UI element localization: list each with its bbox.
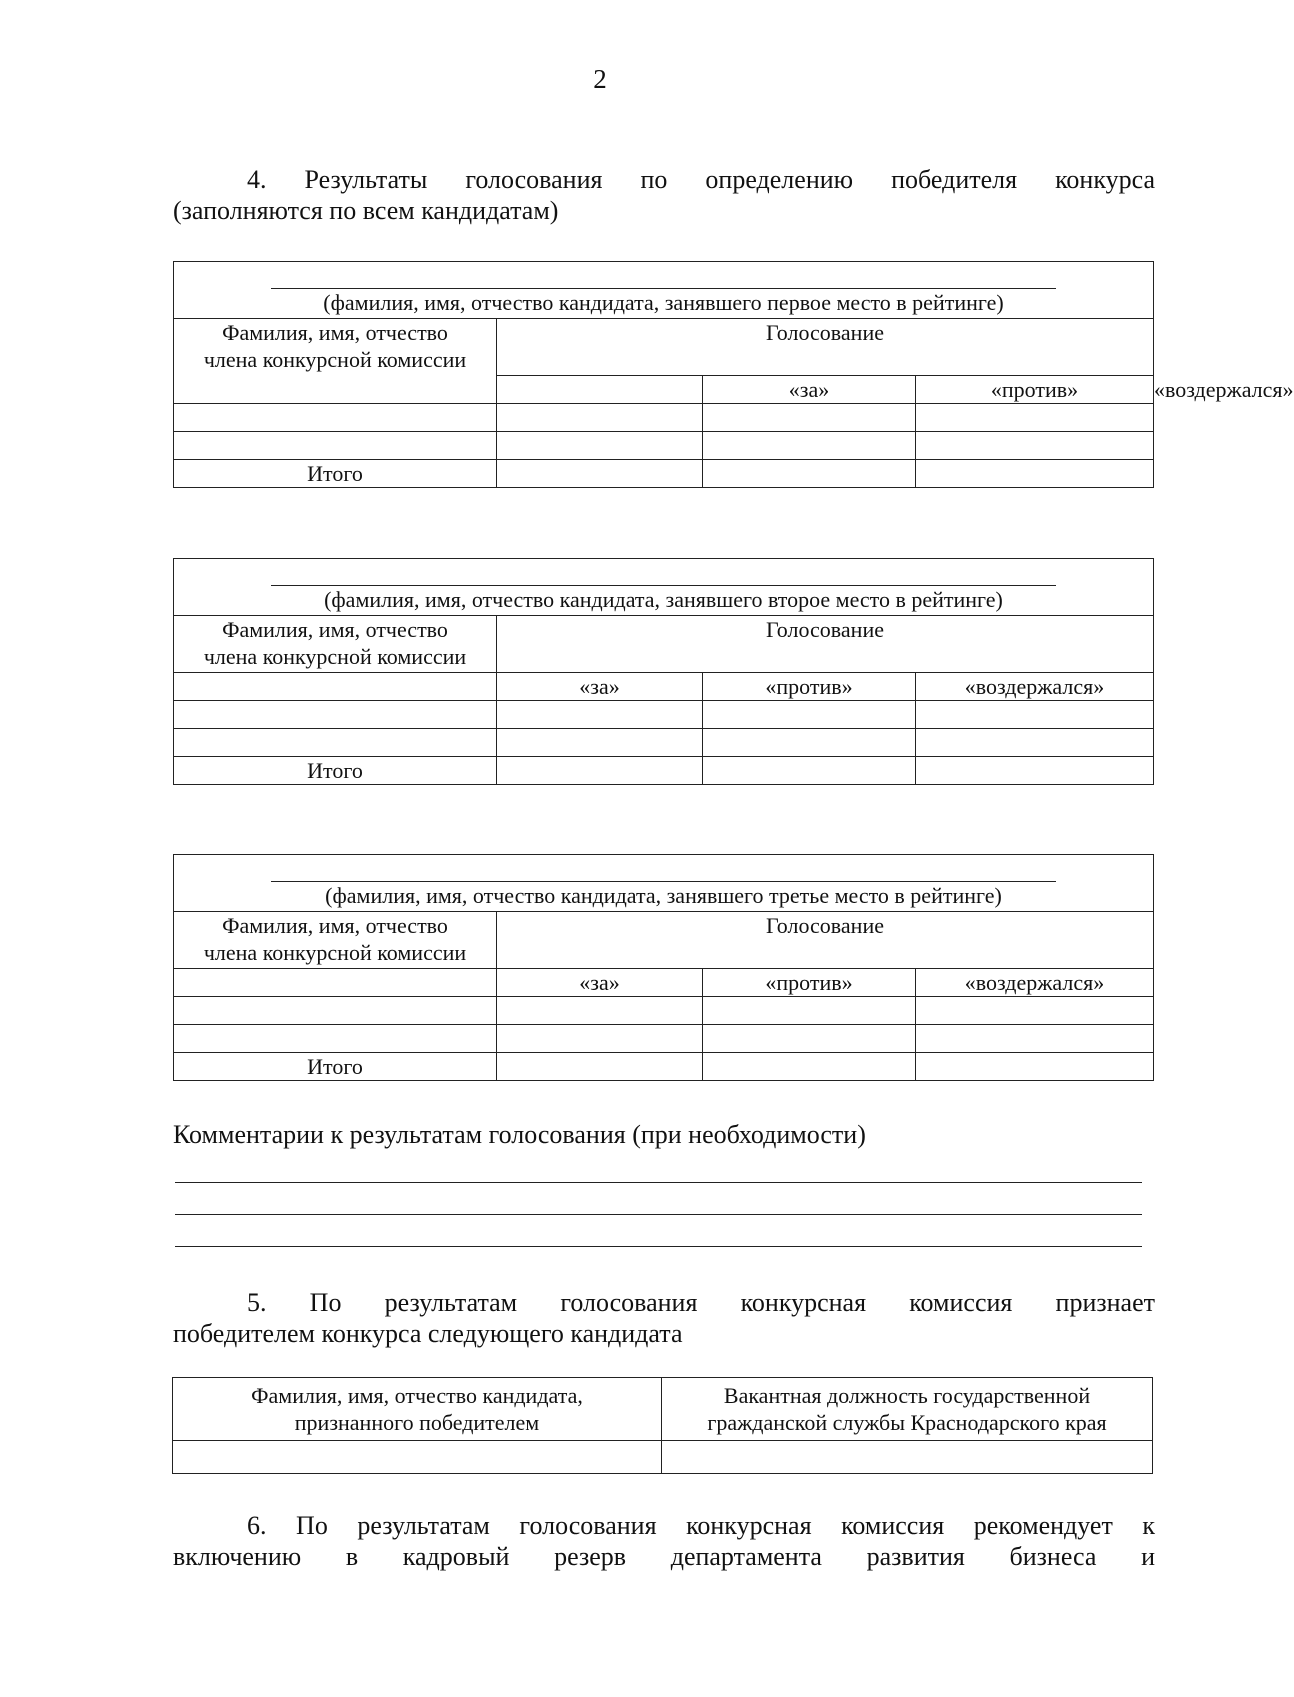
total-against-cell[interactable]: [703, 757, 916, 785]
vacant-position-header-line-2: гражданской службы Краснодарского края: [707, 1410, 1107, 1435]
table-row: [174, 432, 1154, 460]
total-row: [174, 1053, 1154, 1081]
vote-cell[interactable]: [916, 701, 1154, 729]
vacant-position-cell[interactable]: [662, 1441, 1153, 1474]
page-number: 2: [593, 64, 607, 94]
section-5-heading: [173, 1287, 1155, 1349]
section-5-line-1: 5. По результатам голосования конкурсная комиссия признает: [247, 1288, 1155, 1317]
winner-name-header-line-2: признанного победителем: [294, 1410, 540, 1435]
vote-table-second-place: [173, 558, 1154, 785]
member-cell[interactable]: [174, 404, 497, 432]
member-header-line-1: Фамилия, имя, отчество: [222, 913, 448, 938]
option-against: «против»: [703, 673, 916, 701]
comment-line[interactable]: [175, 1214, 1142, 1215]
comments-label: Комментарии к результатам голосования (при необходимости): [173, 1120, 866, 1149]
member-cell[interactable]: [174, 1025, 497, 1053]
section-6-heading: [173, 1510, 1155, 1572]
comment-line[interactable]: [175, 1246, 1142, 1247]
winner-name-header-line-1: Фамилия, имя, отчество кандидата,: [251, 1383, 583, 1408]
vacant-position-header: [662, 1378, 1153, 1441]
winner-name-cell[interactable]: [173, 1441, 662, 1474]
vote-cell[interactable]: [916, 404, 1154, 432]
member-cell[interactable]: [174, 432, 497, 460]
total-abstain-cell[interactable]: [916, 1053, 1154, 1081]
vacant-position-header-line-1: Вакантная должность государственной: [723, 1383, 1091, 1408]
total-row: [174, 460, 1154, 488]
member-header-line-1: Фамилия, имя, отчество: [222, 320, 448, 345]
winner-name-header: [173, 1378, 662, 1441]
vote-header: Голосование: [497, 616, 1154, 673]
vote-cell[interactable]: [497, 729, 703, 757]
option-abstain: «воздержался»: [916, 969, 1154, 997]
member-header: [174, 912, 497, 969]
vote-header: Голосование: [497, 319, 1154, 376]
vote-cell[interactable]: [916, 1025, 1154, 1053]
vote-header: Голосование: [497, 912, 1154, 969]
vote-cell[interactable]: [916, 432, 1154, 460]
table-row: [174, 729, 1154, 757]
vote-cell[interactable]: [497, 432, 703, 460]
option-for: «за»: [497, 673, 703, 701]
vote-cell[interactable]: [703, 701, 916, 729]
section-6-line-2: включению в кадровый резерв департамента развития бизнеса и: [173, 1542, 1155, 1571]
table-row: [173, 1441, 1153, 1474]
member-cell[interactable]: [174, 969, 497, 997]
vote-cell[interactable]: [916, 997, 1154, 1025]
total-abstain-cell[interactable]: [916, 757, 1154, 785]
vote-cell[interactable]: [703, 997, 916, 1025]
member-cell[interactable]: [174, 997, 497, 1025]
total-for-cell[interactable]: [497, 1053, 703, 1081]
vote-cell[interactable]: [703, 432, 916, 460]
vote-cell[interactable]: [497, 404, 703, 432]
total-label: Итого: [174, 460, 497, 488]
section-5-line-2: победителем конкурса следующего кандидата: [173, 1319, 683, 1348]
vote-table-first-place: (фамилия, имя, отчество кандидата, занявшего первое место в рейтинге) Фамилия, имя, отчество члена конкурсной комиссии Голосование «за» «против» «воздержался» Итого: [173, 261, 1154, 488]
member-cell[interactable]: [174, 701, 497, 729]
candidate-name-cell[interactable]: [174, 855, 1154, 912]
vote-cell[interactable]: [703, 404, 916, 432]
table-row: [174, 404, 1154, 432]
total-for-cell[interactable]: [497, 757, 703, 785]
candidate-name-cell[interactable]: [174, 262, 1154, 319]
member-header-line-2: члена конкурсной комиссии: [203, 347, 467, 372]
vote-table-third-place: [173, 854, 1154, 1081]
table-row: [174, 701, 1154, 729]
vote-cell[interactable]: [497, 997, 703, 1025]
total-label: Итого: [174, 757, 497, 785]
option-against: «против»: [703, 969, 916, 997]
member-cell[interactable]: [174, 729, 497, 757]
section-6-line-1: 6. По результатам голосования конкурсная комиссия рекомендует к: [247, 1511, 1155, 1540]
member-header-line-2: члена конкурсной комиссии: [203, 644, 467, 669]
candidate-name-cell[interactable]: [174, 559, 1154, 616]
option-for: «за»: [703, 376, 916, 404]
candidate-caption: (фамилия, имя, отчество кандидата, занявшего второе место в рейтинге): [324, 587, 1003, 612]
candidate-caption: (фамилия, имя, отчество кандидата, занявшего первое место в рейтинге): [323, 290, 1004, 315]
section-4-line-2: (заполняются по всем кандидатам): [173, 196, 559, 225]
total-against-cell[interactable]: [703, 460, 916, 488]
option-for: «за»: [497, 969, 703, 997]
total-for-cell[interactable]: [497, 460, 703, 488]
table-row: [174, 997, 1154, 1025]
total-label: Итого: [174, 1053, 497, 1081]
vote-cell[interactable]: [916, 729, 1154, 757]
candidate-caption: (фамилия, имя, отчество кандидата, занявшего третье место в рейтинге): [325, 883, 1002, 908]
option-abstain: «воздержался»: [916, 673, 1154, 701]
section-4-heading: [173, 164, 1155, 226]
section-4-line-1: 4. Результаты голосования по определению победителя конкурса: [247, 165, 1155, 194]
member-header-line-2: члена конкурсной комиссии: [203, 940, 467, 965]
vote-cell[interactable]: [703, 729, 916, 757]
total-abstain-cell[interactable]: [916, 460, 1154, 488]
member-cell[interactable]: [497, 376, 703, 404]
table-row: [174, 1025, 1154, 1053]
member-header: [174, 319, 497, 404]
member-header: [174, 616, 497, 673]
total-against-cell[interactable]: [703, 1053, 916, 1081]
option-against: «против»: [916, 376, 1154, 404]
member-cell[interactable]: [174, 673, 497, 701]
vote-cell[interactable]: [703, 1025, 916, 1053]
winner-table: [172, 1377, 1153, 1474]
comment-line[interactable]: [175, 1182, 1142, 1183]
vote-cell[interactable]: [497, 1025, 703, 1053]
total-row: [174, 757, 1154, 785]
vote-cell[interactable]: [497, 701, 703, 729]
member-header-line-1: Фамилия, имя, отчество: [222, 617, 448, 642]
